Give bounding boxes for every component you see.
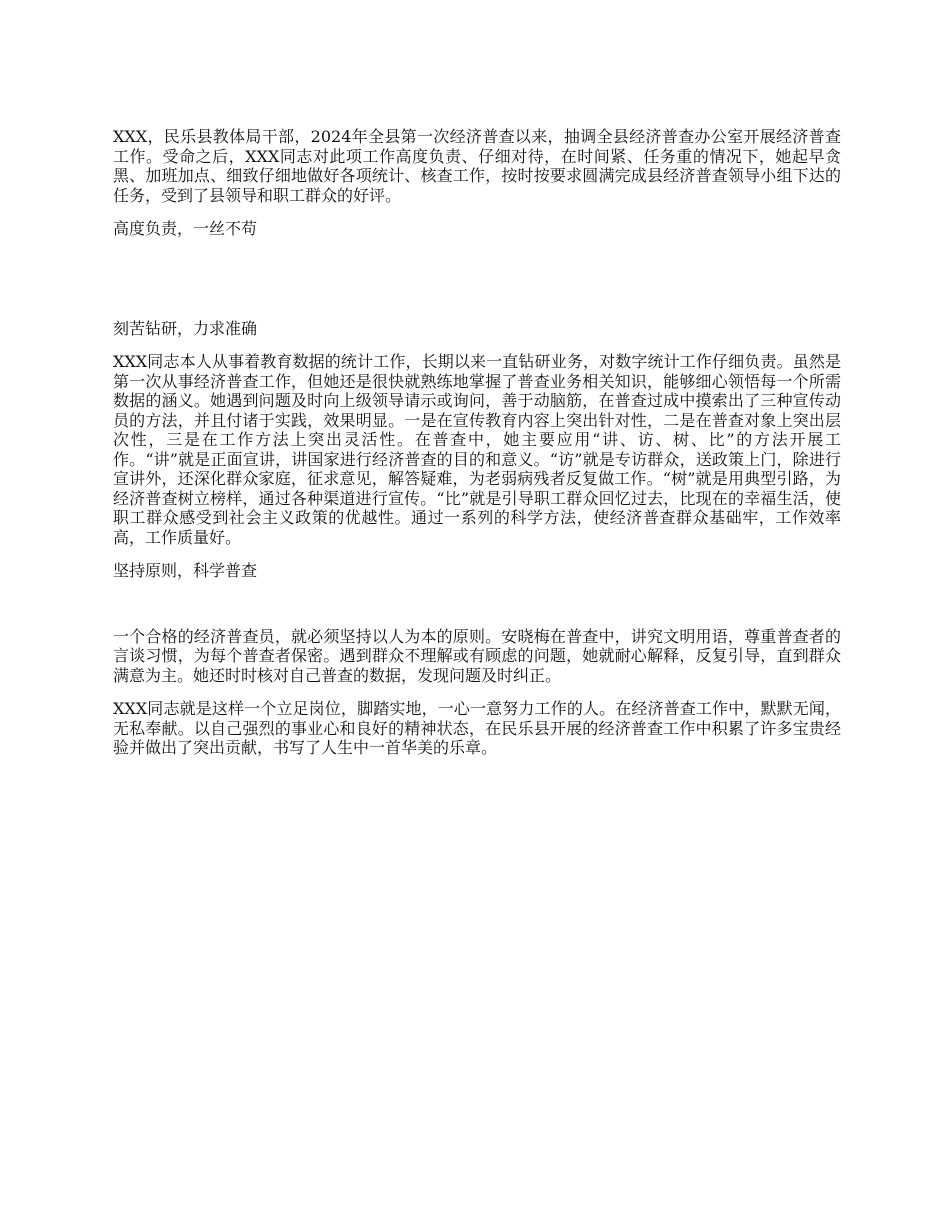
section-3-paragraph: 一个合格的经济普查员，就必须坚持以人为本的原则。安晓梅在普查中，讲究文明用语，尊重普查者的言谈习惯，为每个普查者保密。遇到群众不理解或有顾虑的问题，她就耐心解释，反复引导，直到群众满意为主。她还时时核对自己普查的数据，发现问题及时纠正。 [113,626,841,685]
spacer [113,338,841,352]
section-heading-2: 刻苦钻研，力求准确 [113,318,258,338]
section-2-paragraph: XXX同志本人从事着教育数据的统计工作，长期以来一直钻研业务，对数字统计工作仔细负责。虽然是第一次从事经济普查工作，但她还是很快就熟练地掌握了普查业务相关知识，能够细心领悟每一个所需数据的涵义。她遇到问题及时向上级领导请示或询问，善于动脑筋，在普查过成中摸索出了三种宣传动员的方法，并且付诸于实践，效果明显。一是在宣传教育内容上突出针对性，二是在普查对象上突出层次性，三是在工作方法上突出灵活性。在普查中，她主要应用“讲、访、树、比”的方法开展工作。“讲”就是正面宣讲，讲国家进行经济普查的目的和意义。“访”就是专访群众，送政策上门，除进行宣讲外，还深化群众家庭，征求意见，解答疑难，为老弱病残者反复做工作。“树”就是用典型引路，为经济普查树立榜样，通过各种渠道进行宣传。“比”就是引导职工群众回忆过去，比现在的幸福生活，使职工群众感受到社会主义政策的优越性。通过一系列的科学方法，使经济普查群众基础牢，工作效率高，工作质量好。 [113,352,841,547]
spacer [113,547,841,561]
section-heading-1: 高度负责，一丝不苟 [113,219,258,238]
spacer [113,685,841,699]
spacer [113,205,841,219]
section-heading-3: 坚持原则，科学普查 [113,561,258,580]
intro-paragraph: XXX，民乐县教体局干部，2024年全县第一次经济普查以来，抽调全县经济普查办公室开展经济普查工作。受命之后，XXX同志对此项工作高度负责、仔细对待，在时间紧、任务重的情况下，她起早贪黑、加班加点、细致仔细地做好各项统计、核查工作，按时按要求圆满完成县经济普查领导小组下达的任务，受到了县领导和职工群众的好评。 [113,127,841,205]
document-page [113,127,841,758]
closing-paragraph: XXX同志就是这样一个立足岗位，脚踏实地，一心一意努力工作的人。在经济普查工作中，默默无闻，无私奉献。以自己强烈的事业心和良好的精神状态，在民乐县开展的经济普查工作中积累了许多宝贵经验并做出了突出贡献，书写了人生中一首华美的乐章。 [113,699,841,757]
spacer [113,581,841,627]
spacer [113,239,841,319]
